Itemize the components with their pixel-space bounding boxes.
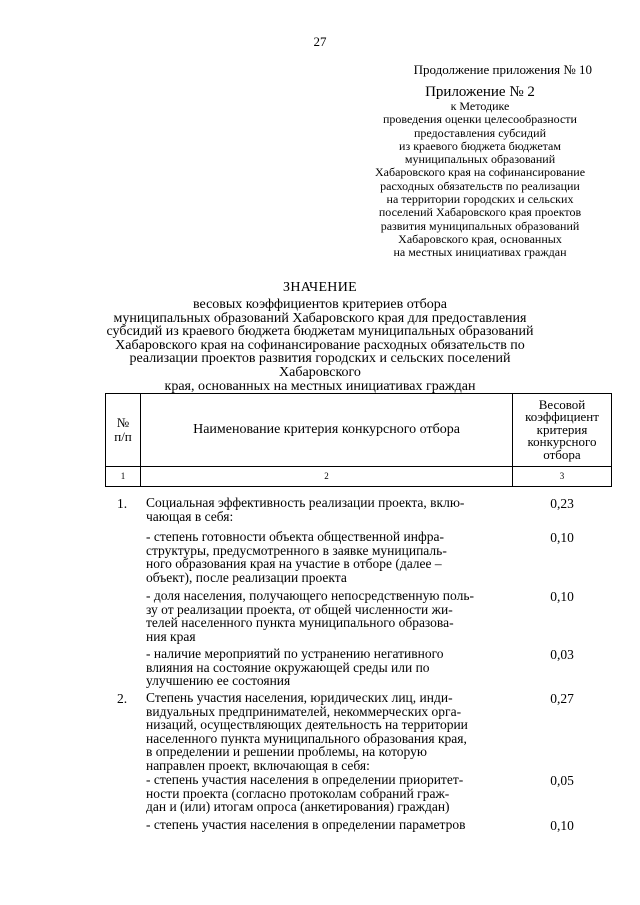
header-weight-line: коэффициент [525, 409, 599, 425]
header-weight-line: отбора [543, 446, 581, 462]
column-number: 2 [324, 471, 329, 481]
criterion-weight: 0,10 [550, 530, 574, 545]
appendix-line: поселений Хабаровского края проектов [378, 205, 582, 220]
header-weight-line: конкурсного [527, 434, 597, 450]
appendix-line: развития муниципальных образований [380, 218, 580, 233]
criterion-line: населенного пункта муниципального образования края, [146, 730, 467, 746]
criterion-line: зу от реализации проекта, от общей численности жи- [146, 601, 453, 617]
appendix-line: муниципальных образований [404, 152, 556, 167]
criterion-text [146, 818, 507, 832]
criterion-line: телей населенного пункта муниципального образова- [146, 615, 454, 631]
appendix-line: из краевого бюджета бюджетам [399, 138, 561, 153]
column-number: 1 [120, 471, 126, 481]
row-number: 2. [117, 691, 128, 706]
criterion-line: - доля населения, получающего непосредственную поль- [146, 588, 474, 603]
appendix-line: к Методике [450, 99, 510, 113]
page-number: 27 [313, 34, 327, 49]
criterion-text [146, 589, 507, 643]
appendix-line: расходных обязательств по реализации [380, 178, 580, 193]
criterion-line: объект), после реализации проекта [146, 569, 347, 585]
subtitle-line: весовых коэффициентов критериев отбора [192, 297, 447, 312]
header-criterion-name: Наименование критерия конкурсного отбора [193, 422, 460, 437]
criterion-weight: 0,03 [550, 647, 574, 662]
header-weight-line: Весовой [538, 396, 586, 412]
criterion-weight: 0,10 [550, 589, 574, 604]
criterion-line: ния края [146, 628, 196, 644]
criterion-line: чающая в себя: [146, 508, 234, 524]
column-number: 3 [559, 471, 565, 481]
subtitle-line: реализации проектов развития городских и сельских поселений Хабаровского [129, 351, 511, 380]
document-title: ЗНАЧЕНИЕ [283, 280, 357, 295]
criterion-line: ности проекта (согласно протоколам собраний граж- [146, 785, 450, 801]
criterion-line: Степень участия населения, юридических лиц, инди- [146, 690, 453, 705]
criterion-weight: 0,27 [550, 691, 574, 706]
header-weight-line: критерия [536, 421, 588, 437]
criterion-text [146, 496, 507, 523]
document-subtitle [90, 298, 550, 393]
appendix-line: предоставления субсидий [413, 125, 547, 140]
criterion-line: ного образования края на участие в отборе (далее – [146, 556, 442, 572]
criterion-text [146, 530, 507, 584]
appendix-subtitle [340, 100, 620, 260]
criterion-line: направлен проект, включающая в себя: [146, 757, 370, 773]
criterion-line: Социальная эффективность реализации проекта, вклю- [146, 495, 465, 510]
table-header [105, 393, 612, 467]
criterion-line: - степень готовности объекта общественной инфра- [146, 529, 444, 544]
criterion-line: низаций, осуществляющих деятельность на территории [146, 717, 468, 733]
continuation-note: Продолжение приложения № 10 [413, 62, 592, 77]
criterion-line: в определении и решении проблемы, на которую [146, 744, 427, 760]
appendix-line: проведения оценки целесообразности [383, 112, 577, 127]
criterion-line: - степень участия населения в определении приоритет- [146, 772, 464, 787]
criterion-weight: 0,05 [550, 773, 574, 788]
criterion-line: дан и (или) итогам опроса (анкетирования) граждан) [146, 799, 450, 815]
criterion-line: - наличие мероприятий по устранению негативного [146, 646, 444, 661]
header-number [106, 394, 140, 466]
appendix-line: Хабаровского края на софинансирование [374, 165, 586, 180]
criterion-line: улучшению ее состояния [146, 673, 291, 689]
header-number-line: п/п [114, 429, 132, 444]
criterion-text [146, 773, 507, 814]
appendix-line: на местных инициативах граждан [393, 245, 567, 260]
criterion-weight: 0,23 [550, 496, 574, 511]
criterion-line: структуры, предусмотренного в заявке муниципаль- [146, 542, 447, 558]
criterion-weight: 0,10 [550, 818, 574, 833]
subtitle-line: края, основанных на местных инициативах граждан [164, 378, 476, 394]
criterion-line: - степень участия населения в определении параметров [146, 817, 466, 832]
header-weight [513, 394, 611, 466]
row-number: 1. [117, 496, 128, 511]
criterion-text [146, 647, 507, 688]
appendix-line: на территории городских и сельских [386, 192, 574, 207]
criterion-line: влияния на состояние окружающей среды или по [146, 659, 430, 675]
subtitle-line: муниципальных образований Хабаровского края для предоставления [113, 310, 527, 326]
subtitle-line: Хабаровского края на софинансирование расходных обязательств по [115, 337, 525, 353]
header-number-line: № [116, 415, 130, 430]
criterion-text [146, 691, 507, 773]
appendix-line: Хабаровского края, основанных [398, 231, 562, 246]
subtitle-line: субсидий из краевого бюджета бюджетам муниципальных образований [106, 324, 534, 340]
criterion-line: видуальных предпринимателей, некоммерческих орга- [146, 703, 462, 719]
table-column-numbers [105, 467, 612, 487]
appendix-title: Приложение № 2 [425, 84, 535, 100]
